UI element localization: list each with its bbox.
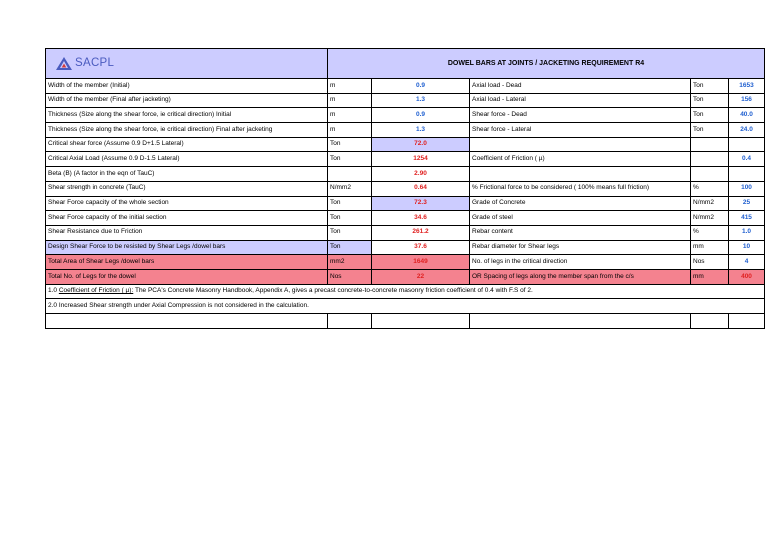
- note-1-text: The PCA's Concrete Masonry Handbook, Appendix A, gives a precast concrete-to-concrete masonry friction coefficient of 0.4 with F.S of 2.: [133, 287, 533, 295]
- right-description[interactable]: Rebar content: [470, 225, 691, 240]
- left-value[interactable]: 0.9: [372, 108, 470, 123]
- right-unit[interactable]: %: [691, 225, 729, 240]
- left-description[interactable]: Design Shear Force to be resisted by Shear Legs /dowel bars: [46, 240, 328, 255]
- right-description[interactable]: No. of legs in the critical direction: [470, 255, 691, 270]
- table-row: [46, 167, 765, 182]
- logo-text: SACPL: [75, 56, 115, 69]
- right-unit[interactable]: N/mm2: [691, 211, 729, 226]
- right-value[interactable]: 1653: [729, 79, 765, 94]
- left-description[interactable]: Shear Force capacity of the whole section: [46, 196, 328, 211]
- table-row: [46, 181, 765, 196]
- left-value[interactable]: 72.0: [372, 137, 470, 152]
- right-value[interactable]: 415: [729, 211, 765, 226]
- right-unit[interactable]: mm: [691, 269, 729, 284]
- right-description[interactable]: Shear force - Lateral: [470, 123, 691, 138]
- note-1-term: Coefficient of Friction ( µ):: [58, 287, 134, 295]
- title-row: [46, 49, 765, 79]
- right-unit[interactable]: Ton: [691, 93, 729, 108]
- right-unit[interactable]: [691, 152, 729, 167]
- left-value[interactable]: 22: [372, 269, 470, 284]
- left-value[interactable]: 72.3: [372, 196, 470, 211]
- left-description[interactable]: Critical shear force (Assume 0.9 D+1.5 Lateral): [46, 137, 328, 152]
- left-unit[interactable]: Ton: [328, 196, 372, 211]
- sheet-title: DOWEL BARS AT JOINTS / JACKETING REQUIREMENT R4: [328, 49, 765, 79]
- left-value[interactable]: 0.64: [372, 181, 470, 196]
- table-row: [46, 79, 765, 94]
- right-description[interactable]: Axial load - Lateral: [470, 93, 691, 108]
- right-value[interactable]: 400: [729, 269, 765, 284]
- table-row: [46, 196, 765, 211]
- left-value[interactable]: 34.6: [372, 211, 470, 226]
- left-description[interactable]: Width of the member (Final after jacketing): [46, 93, 328, 108]
- right-value[interactable]: 0.4: [729, 152, 765, 167]
- table-row: [46, 137, 765, 152]
- right-value[interactable]: [729, 167, 765, 182]
- table-row: [46, 93, 765, 108]
- right-value[interactable]: 25: [729, 196, 765, 211]
- left-description[interactable]: Thickness (Size along the shear force, ie critical direction) Initial: [46, 108, 328, 123]
- empty-cell[interactable]: [46, 314, 328, 329]
- right-unit[interactable]: Ton: [691, 79, 729, 94]
- left-value[interactable]: 37.6: [372, 240, 470, 255]
- right-value[interactable]: 4: [729, 255, 765, 270]
- left-value[interactable]: 1.3: [372, 123, 470, 138]
- left-description[interactable]: Beta (B) (A factor in the eqn of TauC): [46, 167, 328, 182]
- right-description[interactable]: [470, 137, 691, 152]
- table-row: [46, 255, 765, 270]
- left-unit[interactable]: Nos: [328, 269, 372, 284]
- right-value[interactable]: 40.0: [729, 108, 765, 123]
- left-unit[interactable]: [328, 167, 372, 182]
- right-description[interactable]: Shear force - Dead: [470, 108, 691, 123]
- right-value[interactable]: 10: [729, 240, 765, 255]
- left-value[interactable]: 1649: [372, 255, 470, 270]
- left-unit[interactable]: Ton: [328, 152, 372, 167]
- empty-cell[interactable]: [729, 314, 765, 329]
- note-1-number: 1.0: [48, 287, 59, 295]
- left-unit[interactable]: m: [328, 79, 372, 94]
- left-description[interactable]: Thickness (Size along the shear force, ie critical direction) Final after jacketing: [46, 123, 328, 138]
- right-description[interactable]: Axial load - Dead: [470, 79, 691, 94]
- right-description[interactable]: OR Spacing of legs along the member span from the c/s: [470, 269, 691, 284]
- logo-cell: [46, 49, 328, 79]
- left-unit[interactable]: Ton: [328, 137, 372, 152]
- table-row: [46, 211, 765, 226]
- empty-cell[interactable]: [328, 314, 372, 329]
- left-description[interactable]: Shear Resistance due to Friction: [46, 225, 328, 240]
- table-row: [46, 269, 765, 284]
- table-row: [46, 123, 765, 138]
- note-1: [46, 284, 765, 299]
- left-unit[interactable]: mm2: [328, 255, 372, 270]
- left-description[interactable]: Shear Force capacity of the initial section: [46, 211, 328, 226]
- right-value[interactable]: 24.0: [729, 123, 765, 138]
- table-row: [46, 240, 765, 255]
- note-2: 2.0 Increased Shear strength under Axial Compression is not considered in the calculation.: [46, 299, 765, 314]
- right-unit[interactable]: [691, 167, 729, 182]
- right-unit[interactable]: [691, 137, 729, 152]
- left-value[interactable]: 1254: [372, 152, 470, 167]
- empty-row: [46, 314, 765, 329]
- note-row: [46, 299, 765, 314]
- left-value[interactable]: 2.90: [372, 167, 470, 182]
- right-unit[interactable]: Ton: [691, 123, 729, 138]
- right-description[interactable]: Grade of Concrete: [470, 196, 691, 211]
- left-description[interactable]: Shear strength in concrete (TauC): [46, 181, 328, 196]
- right-unit[interactable]: N/mm2: [691, 196, 729, 211]
- left-value[interactable]: 1.3: [372, 93, 470, 108]
- left-unit[interactable]: N/mm2: [328, 181, 372, 196]
- right-unit[interactable]: Ton: [691, 108, 729, 123]
- right-description[interactable]: [470, 167, 691, 182]
- table-row: [46, 225, 765, 240]
- right-unit[interactable]: %: [691, 181, 729, 196]
- empty-cell[interactable]: [372, 314, 470, 329]
- empty-cell[interactable]: [691, 314, 729, 329]
- right-value[interactable]: [729, 137, 765, 152]
- right-value[interactable]: 100: [729, 181, 765, 196]
- empty-cell[interactable]: [470, 314, 691, 329]
- table-row: [46, 152, 765, 167]
- left-unit[interactable]: Ton: [328, 211, 372, 226]
- note-row: [46, 284, 765, 299]
- left-unit[interactable]: Ton: [328, 225, 372, 240]
- left-unit[interactable]: Ton: [328, 240, 372, 255]
- left-description[interactable]: Width of the member (Initial): [46, 79, 328, 94]
- left-unit[interactable]: m: [328, 93, 372, 108]
- right-description[interactable]: Grade of steel: [470, 211, 691, 226]
- table-row: [46, 108, 765, 123]
- right-value[interactable]: 1.0: [729, 225, 765, 240]
- right-unit[interactable]: mm: [691, 240, 729, 255]
- right-description[interactable]: % Frictional force to be considered ( 100% means full friction): [470, 181, 691, 196]
- right-value[interactable]: 156: [729, 93, 765, 108]
- left-unit[interactable]: m: [328, 123, 372, 138]
- left-value[interactable]: 261.2: [372, 225, 470, 240]
- left-description[interactable]: Total No. of Legs for the dowel: [46, 269, 328, 284]
- calculation-sheet: [45, 48, 765, 329]
- right-description[interactable]: Rebar diameter for Shear legs: [470, 240, 691, 255]
- right-unit[interactable]: Nos: [691, 255, 729, 270]
- company-logo: [48, 57, 325, 70]
- left-description[interactable]: Critical Axial Load (Assume 0.9 D-1.5 Lateral): [46, 152, 328, 167]
- left-value[interactable]: 0.9: [372, 79, 470, 94]
- left-description[interactable]: Total Area of Shear Legs /dowel bars: [46, 255, 328, 270]
- left-unit[interactable]: m: [328, 108, 372, 123]
- right-description[interactable]: Coefficient of Friction ( µ): [470, 152, 691, 167]
- triangle-logo-icon: [56, 57, 72, 70]
